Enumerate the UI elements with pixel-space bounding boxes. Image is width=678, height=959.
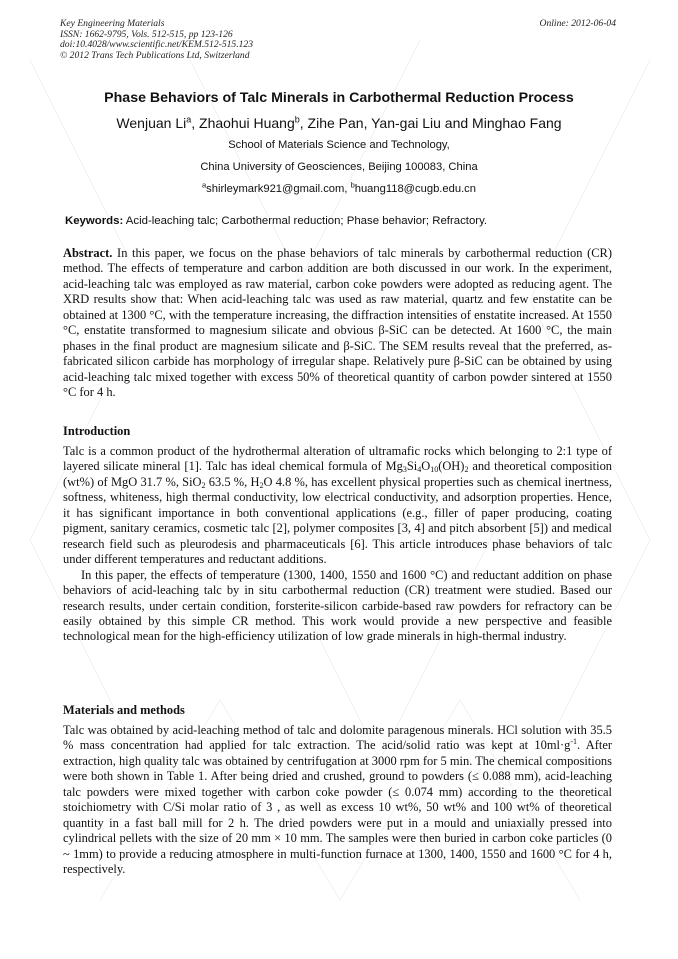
introduction-paragraph-1: Talc is a common product of the hydrothermal alteration of ultramafic rocks which belonging to 2:1 type of layered silicate mineral [1]. Talc has ideal chemical formula of $Mg_3Si_4O_{10}(OH)_2$ and theoretical composition (wt%) of MgO 31.7 %, SiO$_2$ 63.5 %, $H_2O$ 4.8 %, has excellent physical properties such as chemical inertness, softness, whiteness, high thermal conductivity, low electrical conductivity, and adsorption properties. Hence, it has significant importance in both conventional applications (e.g., filler of paper producing, coating pigment, sanitary ceramics, cosmetic talc [2], polymer composites [3, 4] and pitch absorbent [5]) and medical research field such as pleurodesis and pharmaceuticals [6]. This article introduces phase behaviors of talc under different temperatures and reductant additions. <box>63 444 613 567</box>
journal-name: Key Engineering Materials <box>60 18 165 29</box>
issn-line: ISSN: 1662-9795, Vols. 512-515, pp 123-126 <box>60 28 233 40</box>
keywords <box>65 215 487 227</box>
affiliation-line-2: China University of Geosciences, Beijing 100083, China <box>200 161 478 173</box>
methods-heading: Materials and methods <box>63 703 185 717</box>
email-line <box>0 180 678 195</box>
introduction-paragraph-2: In this paper, the effects of temperature (1300, 1400, 1550 and 1600 °C) and reductant addition on phase behaviors of acid-leaching talc by in situ carbothermal reduction (CR) treatment were studied. Based our research results, under certain condition, forsterite-silicon carbide-based raw powders for refractory can be easily obtained by this simple CR method. This work would provide a new perspective and feasible technological mean for the high-efficiency utilization of low grade minerals in high-thermal industry. <box>63 567 612 644</box>
author-1-mark: a <box>186 114 192 125</box>
author-2-mark: b <box>294 114 300 125</box>
affiliation-line-1: School of Materials Science and Technology, <box>228 139 450 151</box>
introduction-body <box>63 444 612 645</box>
other-authors: , Zihe Pan, Yan-gai Liu and Minghao Fang <box>299 115 562 131</box>
email-a-mark: a <box>201 180 207 190</box>
keywords-label: Keywords: <box>65 215 124 227</box>
keywords-text: Acid-leaching talc; Carbothermal reduction; Phase behavior; Refractory. <box>125 215 488 227</box>
doi-line: doi:10.4028/www.scientific.net/KEM.512-515.123 <box>60 39 254 51</box>
abstract-text: In this paper, we focus on the phase behaviors of talc minerals by carbothermal reduction (CR) method. The effects of temperature and carbon addition are both discussed in our work. In the experiment, acid-leaching talc was employed as raw material, carbon coke powders were adopted as reducing agent. The XRD results show that: When acid-leaching talc was used as raw material, quartz and few enstatite can be obtained at 1300 °C, with the temperature increasing, the diffraction intensities of enstatite increased. At 1550 °C, enstatite transformed to magnesium silicate and obvious β-SiC can be detected. At 1600 °C, the main phases in the final product are magnesium silicate and β-SiC. The SEM results reveal that the preferred, as-fabricated silicon carbide has morphology of irregular shape. Relatively pure β-SiC can be obtained by using acid-leaching talc mixed together with excess 50% of theoretical quantity of carbon powder sintered at 1550 °C for 4 h. <box>63 246 612 400</box>
author-2: Zhaohui Huang <box>199 115 295 131</box>
methods-paragraph-1: Talc was obtained by acid-leaching method of talc and dolomite paragenous minerals. HCl solution with 35.5 % mass concentration had applied for talc extraction. The acid/solid ratio was kept at $10ml\cdot g^{-1}$. After extraction, high quality talc was obtained by centrifugation at 3000 rpm for 5 min. The chemical compositions were both shown in Table 1. After being dried and crushed, ground to powders (≤ 0.088 mm), acid-leaching talc powders were mixed together with carbon coke powder (≤ 0.074 mm) according to the theoretical stoichiometry with C/Si molar ratio of 3 , as well as excess 10 wt%, 50 wt% and 100 wt% of theoretical quantity in a fast ball mill for 2 h. The dried powders were put in a mould and uniaxially pressed into cylindrical pellets with the size of 20 mm × 10 mm. The samples were then buried in carbon coke particles (0 ~ 1mm) to provide a reducing atmosphere in multi-function furnace at 1300, 1400, 1550 and 1600 °C for 4 h, respectively. <box>63 723 612 877</box>
introduction-heading: Introduction <box>63 424 131 438</box>
author-list: Wenjuan Li$^a$, Zhaohui Huang$^b$, Zihe Pan, Yan-gai Liu and Minghao Fang <box>116 114 562 131</box>
abstract <box>63 246 612 401</box>
methods-body <box>63 723 612 878</box>
email-b[interactable]: huang118@cugb.edu.cn <box>354 183 476 195</box>
author-1: Wenjuan Li <box>116 115 187 131</box>
abstract-label: Abstract. <box>63 246 113 260</box>
online-date: Online: 2012-06-04 <box>539 18 616 29</box>
email-a[interactable]: shirleymark921@gmail.com, <box>206 183 351 195</box>
email-b-mark: b <box>350 180 355 190</box>
journal-header <box>60 19 253 61</box>
copyright-line: © 2012 Trans Tech Publications Ltd, Switzerland <box>60 49 250 61</box>
paper-title: Phase Behaviors of Talc Minerals in Carbothermal Reduction Process <box>104 90 574 106</box>
